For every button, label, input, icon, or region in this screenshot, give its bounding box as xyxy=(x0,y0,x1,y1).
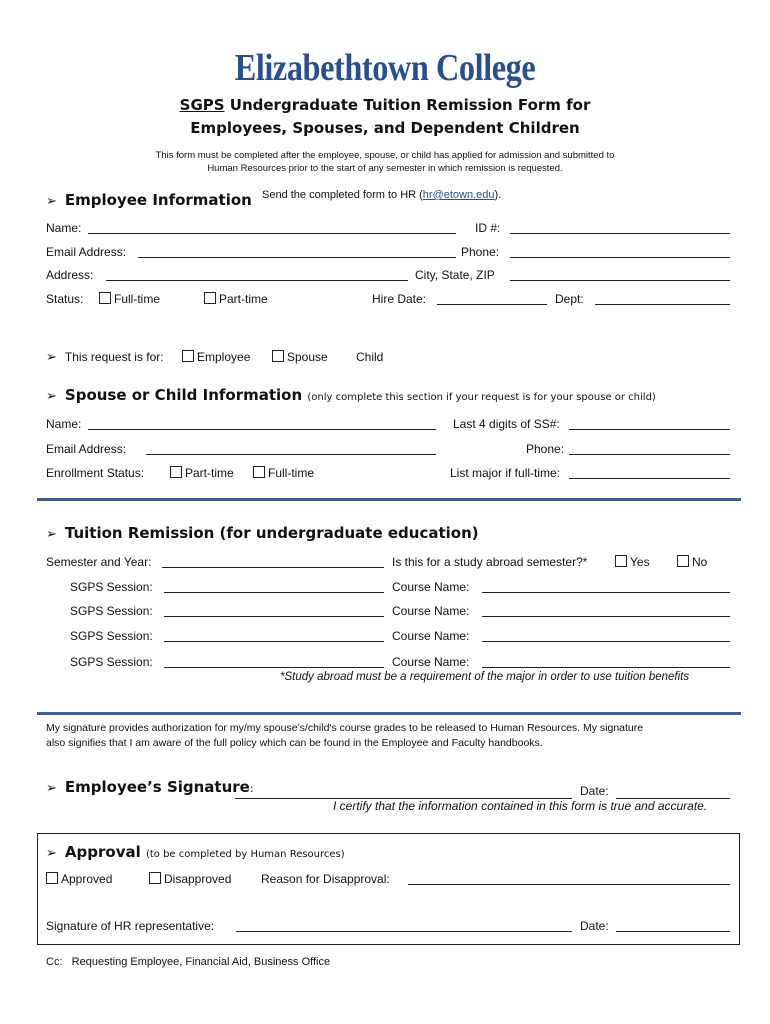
hr-signature-field[interactable] xyxy=(236,931,572,932)
arrow-bullet-icon: ➢ xyxy=(46,389,57,404)
form-title-line2: Employees, Spouses, and Dependent Children xyxy=(190,119,580,137)
employee-phone-field[interactable] xyxy=(510,257,730,258)
authorization-line1: My signature provides authorization for my/my spouse’s/child's course grades to be released to Human Resources. My signature xyxy=(46,722,644,734)
employee-id-field[interactable] xyxy=(510,233,730,234)
spouse-email-field[interactable] xyxy=(146,454,436,455)
enrollment-fulltime-option[interactable] xyxy=(253,466,314,480)
title-rest: Undergraduate Tuition Remission Form for xyxy=(224,96,591,114)
approved-checkbox[interactable] xyxy=(46,872,58,884)
request-spouse-checkbox[interactable] xyxy=(272,350,284,362)
certify-statement: I certify that the information contained in this form is true and accurate. xyxy=(333,799,708,813)
send-prefix: Send the completed form to HR ( xyxy=(262,189,423,201)
signature-heading-text: Employee’s Signature xyxy=(64,778,250,796)
abroad-no-option[interactable] xyxy=(677,555,707,569)
enrollment-fulltime-label: Full-time xyxy=(268,466,315,480)
sgps-session-label: SGPS Session: xyxy=(70,604,153,618)
title-sgps: SGPS xyxy=(179,96,225,114)
study-abroad-footnote: *Study abroad must be a requirement of the major in order to use tuition benefits xyxy=(280,671,690,683)
section-divider xyxy=(37,498,741,501)
disapproval-reason-label: Reason for Disapproval: xyxy=(261,872,390,886)
arrow-bullet-icon: ➢ xyxy=(46,781,57,796)
send-suffix: ). xyxy=(494,189,502,201)
intro-line2: Human Resources prior to the start of any semester in which remission is requested. xyxy=(207,163,563,174)
course-name-field[interactable] xyxy=(482,667,730,668)
fulltime-label: Full-time xyxy=(114,292,161,306)
hr-date-label: Date: xyxy=(580,919,609,933)
course-name-label: Course Name: xyxy=(392,655,470,669)
hire-date-label: Hire Date: xyxy=(372,292,427,306)
enrollment-parttime-option[interactable] xyxy=(170,466,234,480)
semester-year-label: Semester and Year: xyxy=(46,555,152,569)
course-name-field[interactable] xyxy=(482,616,730,617)
signature-date-label: Date: xyxy=(580,784,609,798)
request-employee-label: Employee xyxy=(197,350,251,364)
approval-heading xyxy=(46,843,345,861)
abroad-no-checkbox[interactable] xyxy=(677,555,689,567)
disapproved-checkbox[interactable] xyxy=(149,872,161,884)
major-label: List major if full-time: xyxy=(450,466,561,480)
request-child-option[interactable]: Child xyxy=(356,350,384,364)
sgps-session-label: SGPS Session: xyxy=(70,655,153,669)
dept-field[interactable] xyxy=(595,304,730,305)
spouse-ssn-label: Last 4 digits of SS#: xyxy=(453,417,560,431)
employee-address-label: Address: xyxy=(46,268,94,282)
study-abroad-label: Is this for a study abroad semester?* xyxy=(392,555,588,569)
sgps-session-field[interactable] xyxy=(164,592,384,593)
course-name-label: Course Name: xyxy=(392,580,470,594)
arrow-bullet-icon: ➢ xyxy=(46,846,57,861)
request-employee-checkbox[interactable] xyxy=(182,350,194,362)
sgps-session-field[interactable] xyxy=(164,616,384,617)
disapproved-option[interactable] xyxy=(149,872,231,886)
request-spouse-label: Spouse xyxy=(287,350,328,364)
approved-label: Approved xyxy=(61,872,113,886)
hr-signature-label: Signature of HR representative: xyxy=(46,919,215,933)
course-name-field[interactable] xyxy=(482,592,730,593)
course-name-field[interactable] xyxy=(482,641,730,642)
arrow-bullet-icon: ➢ xyxy=(46,527,57,542)
employee-signature-heading xyxy=(46,778,254,796)
employee-phone-label: Phone: xyxy=(461,245,500,259)
enrollment-fulltime-checkbox[interactable] xyxy=(253,466,265,478)
arrow-bullet-icon: ➢ xyxy=(46,194,57,209)
abroad-yes-checkbox[interactable] xyxy=(615,555,627,567)
hire-date-field[interactable] xyxy=(437,304,547,305)
parttime-label: Part-time xyxy=(219,292,268,306)
abroad-yes-label: Yes xyxy=(630,555,650,569)
dept-label: Dept: xyxy=(555,292,584,306)
spouse-heading-note: (only complete this section if your request is for your spouse or child) xyxy=(307,392,656,403)
status-fulltime-option[interactable] xyxy=(99,292,160,306)
tuition-heading-text: Tuition Remission (for undergraduate education) xyxy=(64,524,479,542)
employee-email-field[interactable] xyxy=(138,257,456,258)
fulltime-checkbox[interactable] xyxy=(99,292,111,304)
cc-line: Cc: Requesting Employee, Financial Aid, Business Office xyxy=(46,956,331,968)
employee-address-field[interactable] xyxy=(106,280,408,281)
request-employee-option[interactable] xyxy=(182,350,250,364)
send-instructions xyxy=(262,189,501,201)
semester-year-field[interactable] xyxy=(162,567,384,568)
enrollment-status-label: Enrollment Status: xyxy=(46,466,145,480)
employee-email-label: Email Address: xyxy=(46,245,127,259)
spouse-info-heading xyxy=(46,386,656,404)
spouse-email-label: Email Address: xyxy=(46,442,127,456)
employee-name-field[interactable] xyxy=(88,233,456,234)
spouse-name-label: Name: xyxy=(46,417,82,431)
approved-option[interactable] xyxy=(46,872,112,886)
disapproved-label: Disapproved xyxy=(164,872,232,886)
intro-line1: This form must be completed after the employee, spouse, or child has applied for admission and submitted to xyxy=(155,150,615,161)
request-label: This request is for: xyxy=(64,350,164,364)
status-parttime-option[interactable] xyxy=(204,292,268,306)
enrollment-parttime-label: Part-time xyxy=(185,466,234,480)
employee-heading-text: Employee Information xyxy=(64,191,252,209)
employee-city-field[interactable] xyxy=(510,280,730,281)
parttime-checkbox[interactable] xyxy=(204,292,216,304)
hr-email-link[interactable]: hr@etown.edu xyxy=(422,189,495,201)
spouse-phone-field[interactable] xyxy=(569,454,730,455)
tuition-heading xyxy=(46,524,479,542)
sgps-session-label: SGPS Session: xyxy=(70,629,153,643)
spouse-phone-label: Phone: xyxy=(526,442,565,456)
spouse-name-field[interactable] xyxy=(88,429,436,430)
sgps-session-field[interactable] xyxy=(164,641,384,642)
request-spouse-option[interactable] xyxy=(272,350,328,364)
disapproval-reason-field[interactable] xyxy=(408,884,730,885)
employee-id-label: ID #: xyxy=(475,221,501,235)
course-name-label: Course Name: xyxy=(392,629,470,643)
abroad-no-label: No xyxy=(692,555,708,569)
course-name-label: Course Name: xyxy=(392,604,470,618)
college-logo: Elizabethtown College xyxy=(234,47,536,89)
request-row xyxy=(46,350,164,365)
signature-colon: : xyxy=(249,782,254,795)
enrollment-parttime-checkbox[interactable] xyxy=(170,466,182,478)
sgps-session-label: SGPS Session: xyxy=(70,580,153,594)
hr-date-field[interactable] xyxy=(616,931,730,932)
arrow-bullet-icon: ➢ xyxy=(46,350,57,365)
abroad-yes-option[interactable] xyxy=(615,555,650,569)
employee-name-label: Name: xyxy=(46,221,82,235)
section-divider xyxy=(37,712,741,715)
employee-info-heading xyxy=(46,191,252,209)
employee-status-label: Status: xyxy=(46,292,84,306)
form-title-line1 xyxy=(0,96,770,114)
major-field[interactable] xyxy=(569,478,730,479)
sgps-session-field[interactable] xyxy=(164,667,384,668)
approval-heading-text: Approval xyxy=(64,843,141,861)
employee-city-label: City, State, ZIP xyxy=(415,268,495,282)
spouse-ssn-field[interactable] xyxy=(569,429,730,430)
authorization-line2: also signifies that I am aware of the full policy which can be found in the Employee and Faculty handbooks. xyxy=(46,737,543,749)
approval-heading-note: (to be completed by Human Resources) xyxy=(145,849,345,860)
spouse-heading-text: Spouse or Child Information xyxy=(64,386,303,404)
